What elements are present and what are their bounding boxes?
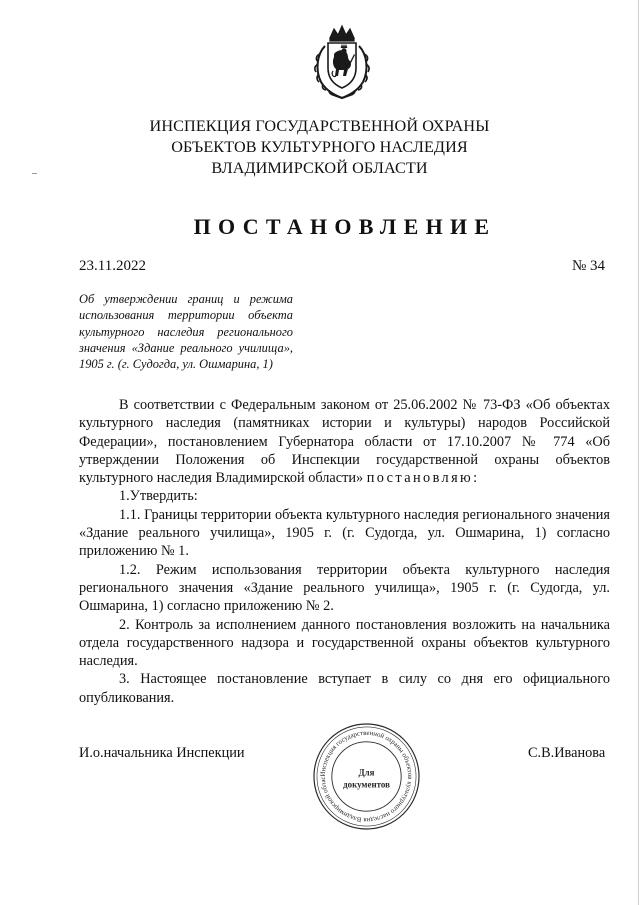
body-intro-text: В соответствии с Федеральным законом от 25.06.2002 № 73-ФЗ «Об объектах культурного наследия (памятниках истории и культуры) народов Российской Федерации», постановлением Губернатора области от 17.10.2007 № 774 «Об утверждении Положения об Инспекции государственной охраны объектов культурного наследия Владимирской области» [79,397,610,487]
body-item-1: 1.Утвердить: [119,488,198,505]
body-item-2: 2. Контроль за исполнением данного постановления возложить на начальника отдела государственного надзора и государственной охраны объектов культурного наследия. [79,616,610,670]
signer-position: И.о.начальника Инспекции [79,745,245,761]
document-number: № 34 [572,258,606,274]
document-body [79,396,610,707]
stamp-center-line-1: Для [358,767,375,778]
coat-of-arms-icon [311,24,373,100]
org-name-line-2: ОБЪЕКТОВ КУЛЬТУРНОГО НАСЛЕДИЯ [171,138,468,156]
official-stamp [312,722,421,831]
body-intro-paragraph [79,396,610,487]
body-item-3: 3. Настоящее постановление вступает в силу со дня его официального опубликования. [79,671,610,706]
document-date: 23.11.2022 [79,258,146,274]
decree-word: постановляю: [366,470,480,487]
stamp-outer-text: Инспекция государственной охраны объектов культурного наследия Владимирской облас [319,729,414,824]
body-item-1-2: 1.2. Режим использования территории объекта культурного наследия регионального значения «Здание реального училища», 1905 г. (г. Судогда, ул. Ошмарина, 1) согласно приложению № 2. [79,561,610,615]
org-name-line-1: ИНСПЕКЦИЯ ГОСУДАРСТВЕННОЙ ОХРАНЫ [149,117,490,135]
document-subject: Об утверждении границ и режима использования территории объекта культурного наследия регионального значения «Здание реального училища», 1905 г. (г. Судогда, ул. Ошмарина, 1) [79,292,293,372]
stamp-center-line-2: документов [343,779,390,790]
document-title: ПОСТАНОВЛЕНИЕ [193,214,497,239]
body-item-1-1: 1.1. Границы территории объекта культурного наследия регионального значения «Здание реального училища», 1905 г. (г. Судогда, ул. Ошмарина, 1) согласно приложению № 1. [79,506,610,560]
signer-name: С.В.Иванова [528,745,606,761]
org-name-line-3: ВЛАДИМИРСКОЙ ОБЛАСТИ [211,159,428,177]
